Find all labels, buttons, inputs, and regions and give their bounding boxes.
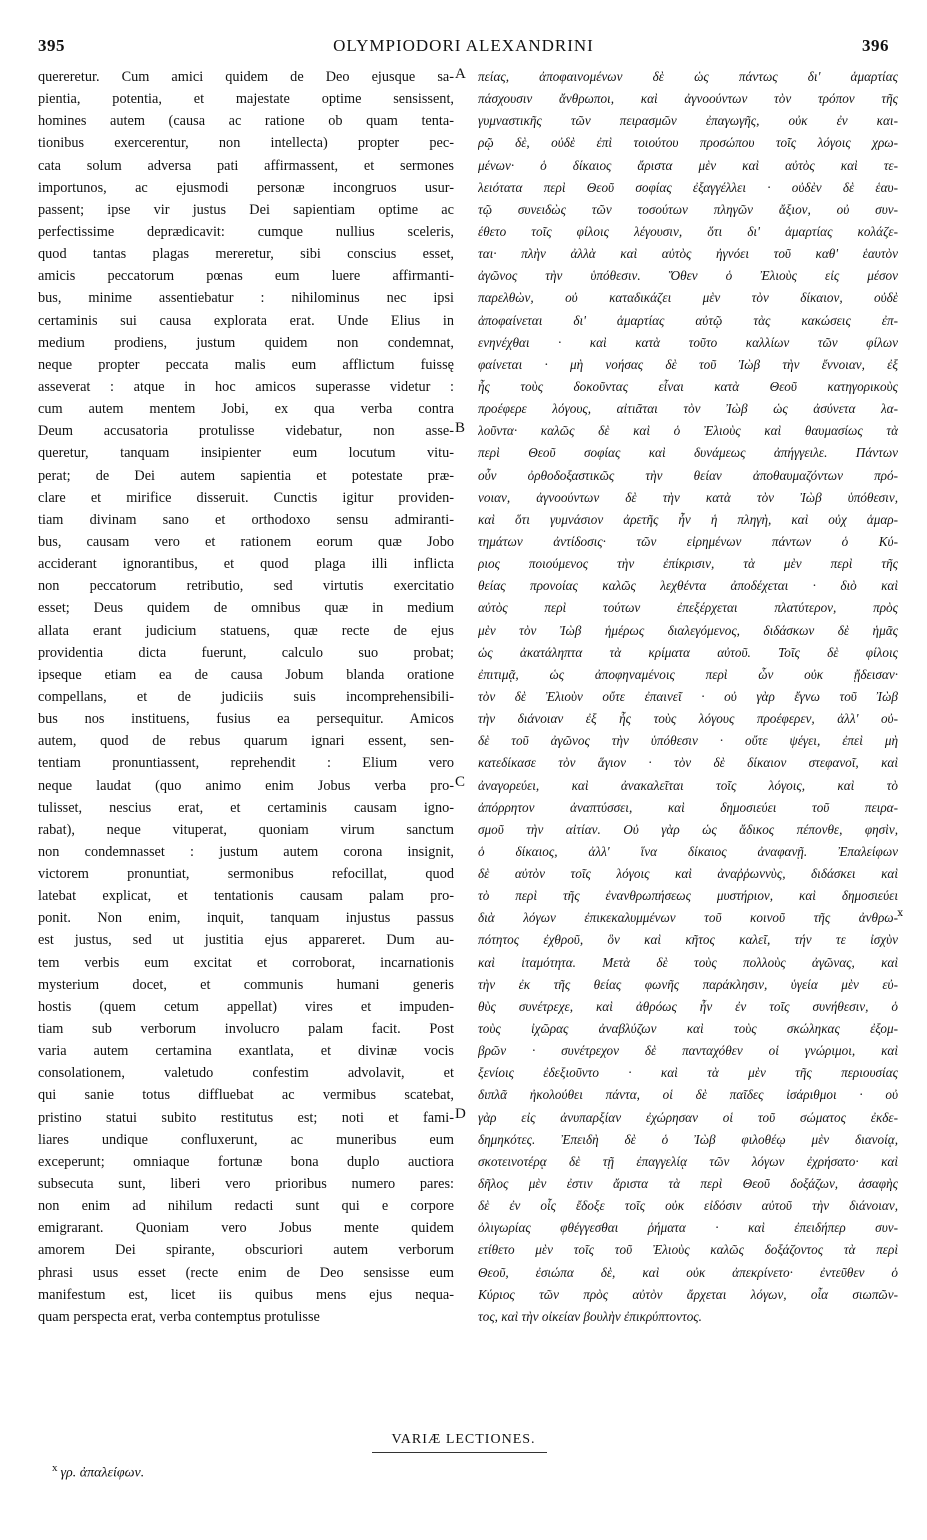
greek-text-line: πείας, ἀποφαινομένων δὲ ὡς πάντως δι' ἁμαρτίας (478, 69, 898, 84)
greek-text-line: ἀναγορεύει, καὶ ἀνακαλεῖται τοῖς λόγοις, καὶ τὸ (478, 777, 898, 793)
greek-text-line: σμοῦ τὴν αἰτίαν. Οὐ γὰρ ὡς ἄδικος πέπονθε, φησὶν, (478, 821, 898, 837)
latin-text-line: cum autem mentem Jobi, ex qua verba contra (38, 401, 454, 418)
left-page-number: 395 (38, 36, 65, 55)
greek-text-line: αὐτὸς περὶ τούτων ἐπεξέρχεται πλατύτερον, πρὸς (478, 600, 898, 616)
latin-text-line: bus, causam vero et rationem eorum quæ Jobo (38, 533, 454, 550)
greek-text-line: ἀποφαίνεται δι' ἁμαρτίας αὐτῷ τὰς κακώσεις ἐπ- (478, 312, 898, 328)
latin-text-line: quod tantas plagas mereretur, sibi conscius esset, (38, 246, 454, 263)
latin-text-line: consolationem, valetudo confestim advolavit, et (38, 1065, 454, 1082)
latin-text-line: importunos, ac ejusmodi personæ incongruos usur- (38, 179, 454, 196)
footnote-text: γρ. ἀπαλείφων. (60, 1465, 145, 1481)
greek-text-line: πάσχουσιν ἄνθρωποι, καὶ ἀγνοούντων τὸν τρόπον τῆς (478, 91, 898, 107)
running-title: OLYMPIODORI ALEXANDRINI (333, 36, 594, 55)
latin-text-line: neque laudat (quo animo enim Jobus verba pro- (38, 777, 454, 794)
latin-text-line: clare et mirifice disseruit. Cunctis igitur providen- (38, 489, 454, 506)
latin-text-line: esset; Deus quidem de omnibus quæ in medium (38, 600, 454, 617)
greek-column (478, 66, 898, 1328)
latin-text-line: emigrarant. Quoniam vero Jobus mente quidem (38, 1220, 454, 1237)
latin-text-line: quereretur. Cum amici quidem de Deo ejusque sa- (38, 69, 454, 85)
greek-text-line: σκοτεινοτέρᾳ δὲ τῇ ἐπαγγελίᾳ τῶν λόγων ἐχρήσατο· καὶ (478, 1153, 898, 1169)
latin-text-line: Deum accusatoria protulisse videbatur, non asse- (38, 423, 454, 440)
latin-text-line: quam perspecta erat, verba contemptus protulisse (38, 1308, 320, 1325)
greek-text-line: ρῷ δὲ, οὐδὲ ἐπὶ τοιούτου προσώπου τοῖς λόγοις χρω- (478, 135, 898, 151)
greek-text-line: τὴν διάνοιαν ἐξ ἧς τοὺς λόγους προέφερεν, ἀλλ' οὐ- (478, 711, 898, 727)
greek-text-line: λειότατα περὶ Θεοῦ σοφίας ἐξαγγέλλει · οὐδὲν δὲ ἑαυ- (478, 179, 898, 195)
latin-text-line: bus, minime assentiebatur : nihilominus nec ipsi (38, 290, 454, 307)
latin-text-line: tiam sub verborum involucro palam facit. Post (38, 1021, 454, 1038)
greek-text-line: νοιαν, ἀγνοούντων δὲ τὴν κατὰ τὸν Ἰὼβ ὑπόθεσιν, (478, 489, 898, 505)
greek-text-line: γὰρ εἰς ἀνυπαρξίαν ἐχώρησαν οἱ τοῦ σώματος ἐκδε- (478, 1109, 898, 1125)
latin-text-line: victorem pronuntiat, sermonibus refocillat, quod (38, 866, 454, 883)
greek-text-line: ετίθετο μὲν τοῖς τοῦ Ἐλιοὺς καλῶς δοξάζοντος τὰ περὶ (478, 1242, 898, 1258)
greek-text-line: Θεοῦ, ἐσιώπα δὲ, καὶ οὐκ ἀπεκρίνετο· ἐντεῦθεν ὁ (478, 1264, 898, 1280)
latin-text-line: bus nos instituens, fusius ea persequitur. Amicos (38, 711, 454, 728)
latin-text-line: phrasi usus esset (recte enim de Deo sensisse eum (38, 1264, 454, 1281)
greek-text-line: θὺς συνέτρεχε, καὶ ἀθρόως ἦν ἐν τοῖς συνήθεσιν, ὁ (478, 998, 898, 1014)
greek-text-line: διπλᾶ ἠκολούθει πάντα, οἱ δὲ παῖδες ἰσάριθμοι · οὐ (478, 1087, 898, 1103)
latin-text-line: subsecuta sunt, liberi vero prioribus numero pares: (38, 1176, 454, 1193)
latin-text-line: perat; de Dei autem sapientia et potestate præ- (38, 467, 454, 484)
footnote (52, 1462, 144, 1482)
latin-text-line: passent; ipse vir justus Dei sapientiam optime ac (38, 201, 454, 218)
latin-text-line: neque propter peccata malis eum afflictum fuissę (38, 356, 454, 373)
latin-text-line: homines autem (causa ac ratione ob quam tenta- (38, 113, 454, 130)
latin-text-line: exceperunt; omniaque fortunæ bona duplo auctiora (38, 1153, 454, 1170)
greek-text-line: δὲ ἐν οἷς ἔδοξε τοῖς οὐκ εἰδόσιν αὐτοῦ τὴν διάνοιαν, (478, 1198, 898, 1214)
greek-text-line: ἧς τοὺς δοκοῦντας εἶναι κατὰ Θεοῦ κατηγορικοὺς (478, 378, 898, 394)
latin-text-line: pristino statui subito restitutus est; noti et fami- (38, 1109, 454, 1126)
latin-text-line: amicis peccatorum pœnas eum luere affirmanti- (38, 268, 454, 285)
greek-text-line: τοὺς ἰχῶρας ἀναβλύζων καὶ τοὺς σκώληκας ἐξομ- (478, 1021, 898, 1037)
greek-text-line: ται· πλὴν ἀλλὰ καὶ αὐτὸς ἠγνόει τοῦ καθ' ἑαυτὸν (478, 246, 898, 262)
latin-text-line: mysterium docet, et communis humani generis (38, 976, 454, 993)
greek-text-line: τὸν δὲ Ἐλιοὺν οὔτε ἐπαινεῖ · οὐ γὰρ ἔγνω τοῦ Ἰὼβ (478, 688, 898, 704)
greek-text-line: μὲν τὸν Ἰὼβ ἡμέρως διαλεγόμενος, διδάσκων δὲ ἡμᾶς (478, 622, 898, 638)
latin-text-line: ipseque etiam ea de causa Jobum blanda oratione (38, 666, 454, 683)
section-marker-d: D (455, 1106, 466, 1122)
latin-text-line: providentia dicta fuerunt, calculo suo probat; (38, 644, 454, 661)
greek-text-line: βρῶν · συνέτρεχον δὲ πανταχόθεν οἱ γνώριμοι, καὶ (478, 1043, 898, 1059)
greek-text-line: ὡς ἀκατάληπτα τὰ κρίματα αὐτοῦ. Τοῖς δὲ φίλοις (478, 644, 898, 660)
latin-text-line: tem verbis eum excitat et corroborat, incarnationis (38, 954, 454, 971)
greek-text-line: ἐπιτιμᾷ, ὡς ἀποφηναμένοις περὶ ὧν οὐκ ᾔδεισαν· (478, 666, 898, 682)
latin-text-line: perfectissime deprædicavit: cumque nullius sceleris, (38, 223, 454, 240)
greek-text-line: μένων· ὁ δίκαιος ἄριστα μὲν καὶ αὐτὸς καὶ τε- (478, 157, 898, 173)
greek-text-line: πότητος ἐχθροῦ, ὃν καὶ κῆτος καλεῖ, τήν τε ἰσχὺν (478, 932, 898, 948)
latin-text-line: est justus, sed ut justitia ejus appareret. Dum au- (38, 932, 454, 949)
greek-text-line: παρελθὼν, οὐ καταδικάζει μὲν τὸν δίκαιον, οὐδὲ (478, 290, 898, 306)
latin-text-line: autem, quod de rebus quarum ignari essent, sen- (38, 733, 454, 750)
greek-text-line: τὴν ἐκ τῆς θείας φωνῆς παράκλησιν, ὑγεία μὲν εὐ- (478, 976, 898, 992)
latin-text-line: non enim ad nihilum redacti sunt qui e corpore (38, 1198, 454, 1215)
latin-text-line: tentiam pronuntiassent, reprehendit : Elium vero (38, 755, 454, 772)
latin-column (38, 66, 454, 1328)
latin-text-line: pientia, potentia, et majestate optime sensissent, (38, 91, 454, 108)
heading-rule (372, 1452, 547, 1453)
greek-text-line: τημάτων ἀντίδοσις· τῶν εἰρημένων πάντων ὁ Κύ- (478, 533, 898, 549)
latin-text-line: latebat explicat, et tentationis causam palam pro- (38, 888, 454, 905)
greek-text-line: ὁ δίκαιος, ἀλλ' ἵνα δίκαιος ἀναφανῇ. Ἐπαλείφων (478, 843, 898, 859)
greek-text-line: θείας προνοίας καλῶς λεχθέντα ἀποδέχεται · διὸ καὶ (478, 578, 898, 594)
latin-text-line: acciderant ignorantibus, et quod plaga illi inflicta (38, 556, 454, 573)
section-marker-a: A (455, 66, 466, 82)
margin-note-mark: x (897, 908, 903, 919)
latin-text-line: tulisset, nescius erat, et certaminis causam igno- (38, 799, 454, 816)
variae-lectiones-heading: VARIÆ LECTIONES. (391, 1432, 536, 1447)
latin-text-line: asseverat : atque in hoc amicos superasse videtur : (38, 378, 454, 395)
greek-text-line: διὰ λόγων ἐπικεκαλυμμένων τοῦ κοινοῦ τῆς ἀνθρω- (478, 910, 898, 926)
latin-text-line: amorem Dei spirante, obscuriori autem verborum (38, 1242, 454, 1259)
greek-text-line: οὖν ὀρθοδοξαστικῶς τὴν θείαν ἀποθαυμαζόντων πρό- (478, 467, 898, 483)
latin-text-line: ponit. Non enim, inquit, tanquam injustus passus (38, 910, 454, 927)
footnote-mark: x (52, 1462, 58, 1474)
greek-text-line: καὶ ὅτι γυμνάσιον ἀρετῆς ἦν ἡ πληγὴ, καὶ οὐχ ἁμαρ- (478, 511, 898, 527)
latin-text-line: rabat), neque vituperat, quoniam virum sanctum (38, 821, 454, 838)
greek-text-line: προέφερε λόγους, αἰτιᾶται τὸν Ἰὼβ ὡς ἀσύνετα λα- (478, 401, 898, 417)
greek-text-line: ριος ποιούμενος τὴν ἐπίκρισιν, τὰ μὲν περὶ τῆς (478, 556, 898, 572)
greek-text-line: λοῦντα· καλῶς δὲ καὶ ὁ Ἐλιοὺς καὶ θαυμασίως τὰ (478, 423, 898, 439)
latin-text-line: liares undique confluxerunt, ac muneribus eum (38, 1131, 454, 1148)
latin-text-line: non condemnasset : justum autem corona insignit, (38, 843, 454, 860)
greek-text-line: δὲ τοῦ ἀγῶνος τὴν ὑπόθεσιν · οὔτε ψέγει, ἐπεὶ μὴ (478, 733, 898, 749)
latin-text-line: tionibus exercerentur, non intellecta) propter pec- (38, 135, 454, 152)
greek-text-line: Κύριος τῶν πρὸς αὐτὸν ἄρχεται λόγων, οἷα σιωπῶν- (478, 1286, 898, 1302)
latin-text-line: cata solum adversa pati affirmassent, et sermones (38, 157, 454, 174)
latin-text-line: varia autem certamina exantlata, et divinæ vocis (38, 1043, 454, 1060)
section-marker-b: B (455, 420, 466, 436)
latin-text-line: tiam divinam sano et orthodoxo sensu admiranti- (38, 511, 454, 528)
greek-text-line: περὶ Θεοῦ σοφίας καὶ δυνάμεως ἀπήγγειλε. Πάντων (478, 445, 898, 461)
greek-text-line: ενηνέχθαι · καὶ κατὰ τοῦτο καλλίων τῶν φίλων (478, 334, 898, 350)
greek-text-line: δῆλος μὲν ἐστιν ἄριστα τὰ περὶ Θεοῦ δοξάζων, ἀσαφὴς (478, 1176, 898, 1192)
latin-text-line: hostis (quem cetum appellat) vires et impuden- (38, 998, 454, 1015)
greek-text-line: έθετο τοῖς φίλοις λέγουσιν, ὅτι δι' ἁμαρτίας κολάζε- (478, 223, 898, 239)
latin-text-line: medium prodiens, justum quidem non condemnat, (38, 334, 454, 351)
latin-text-line: compellans, et de judiciis suis incomprehensibili- (38, 688, 454, 705)
greek-text-line: ἀπόρρητον ἀναπτύσσει, καὶ δημοσιεύει τοῦ πειρα- (478, 799, 898, 815)
greek-text-line: τῷ συνειδὼς τῶν τοσούτων πληγῶν ἄξιον, οὐ συν- (478, 201, 898, 217)
greek-text-line: ξενίοις ἐδεξιοῦντο · καὶ τὰ μὲν τῆς περιουσίας (478, 1065, 898, 1081)
greek-text-line: κατεδίκασε τὸν ἅγιον · τὸν δὲ δίκαιον στεφανοῖ, καὶ (478, 755, 898, 771)
latin-text-line: non peccatorum retributio, sed virtutis exercitatio (38, 578, 454, 595)
latin-text-line: allata erant judicium statuens, quæ recte de ejus (38, 622, 454, 639)
greek-text-line: τὸ περὶ τῆς ἐνανθρωπήσεως μυστήριον, καὶ δημοσιεύει (478, 888, 898, 904)
section-marker-c: C (455, 774, 466, 790)
latin-text-line: queretur, tanquam insipienter eum locutum vitu- (38, 445, 454, 462)
right-page-number: 396 (862, 36, 889, 55)
greek-text-line: τος, καὶ τὴν οἰκείαν βουλὴν ἐπικρύπτοντος. (478, 1308, 702, 1324)
latin-text-line: certaminis sui causa explorata erat. Unde Elius in (38, 312, 454, 329)
latin-text-line: manifestum est, licet iis quibus mens ejus nequa- (38, 1286, 454, 1303)
latin-text-line: qui sanie totus diffluebat ac vermibus scatebat, (38, 1087, 454, 1104)
greek-text-line: δημηκότες. Ἐπειδὴ δὲ ὁ Ἰὼβ φιλοθέῳ μὲν διανοίᾳ, (478, 1131, 898, 1147)
greek-text-line: ὀλιγωρίας φθέγγεσθαι ῥήματα · καὶ ἐπειδήπερ συν- (478, 1220, 898, 1236)
greek-text-line: καὶ ἰταμότητα. Μετὰ δὲ τοὺς πολλοὺς ἀγῶνας, καὶ (478, 954, 898, 970)
greek-text-line: δὲ αὐτὸν τοῖς λόγοις καὶ ἀναῤῥωννὺς, διδάσκει καὶ (478, 866, 898, 882)
greek-text-line: φαίνεται · μὴ νοήσας δὲ τοῦ Ἰὼβ τὴν ἔννοιαν, ἐξ (478, 356, 898, 372)
greek-text-line: γυμναστικῆς τῶν πειρασμῶν ἐπαγωγῆς, οὐκ ἐν και- (478, 113, 898, 129)
greek-text-line: ἀγῶνος τὴν ὑπόθεσιν. Ὅθεν ὁ Ἐλιοὺς εἰς μέσον (478, 268, 898, 284)
